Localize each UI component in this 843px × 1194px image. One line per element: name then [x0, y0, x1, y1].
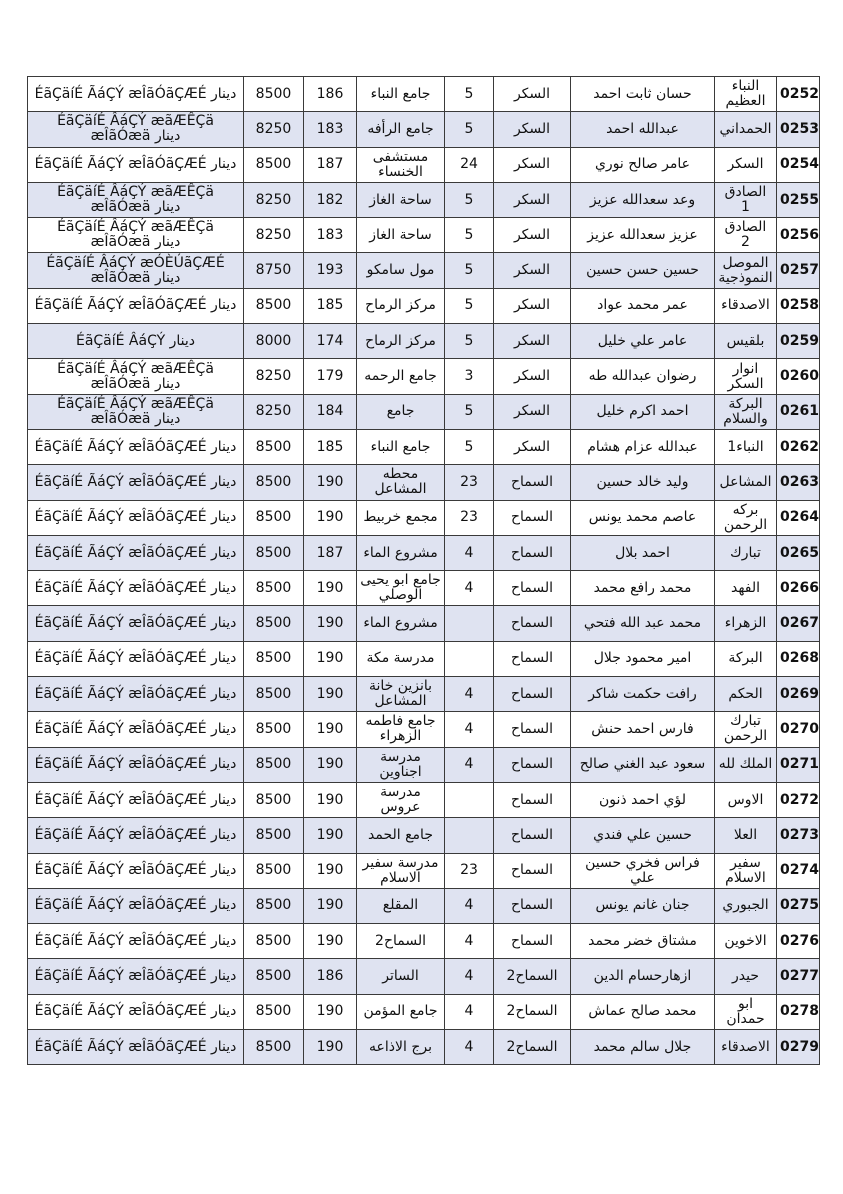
cell-note: ÉãÇäíÉ ÃáÇÝ æÎãÓãÇÆÉ دينار	[28, 571, 244, 606]
cell-station: الفهد	[715, 571, 777, 606]
cell-owner: فراس فخري حسين علي	[571, 853, 715, 888]
table-row	[28, 888, 820, 923]
cell-location: جامع النباء	[357, 77, 445, 112]
cell-owner: جلال سالم محمد	[571, 1030, 715, 1065]
cell-station: الملك لله	[715, 747, 777, 782]
cell-note: ÉãÇäíÉ ÃáÇÝ æÎãÓãÇÆÉ دينار	[28, 994, 244, 1029]
cell-location: السماح2	[357, 924, 445, 959]
cell-note: ÉãÇäíÉ ÃáÇÝ æÎãÓãÇÆÉ دينار	[28, 677, 244, 712]
cell-zone: 4	[445, 994, 494, 1029]
cell-count: 182	[304, 182, 357, 217]
cell-owner: عزيز سعدالله عزيز	[571, 218, 715, 253]
cell-amount: 8500	[244, 818, 304, 853]
cell-owner: ازهارحسام الدين	[571, 959, 715, 994]
cell-owner: رضوان عبدالله طه	[571, 359, 715, 394]
cell-note: ÉãÇäíÉ ÃáÇÝ æÎãÓãÇÆÉ دينار	[28, 77, 244, 112]
cell-station: الحمداني	[715, 112, 777, 147]
cell-owner: احمد اكرم خليل	[571, 394, 715, 429]
cell-owner: محمد عبد الله فتحي	[571, 606, 715, 641]
cell-code: 0252	[777, 77, 820, 112]
cell-amount: 8500	[244, 641, 304, 676]
table-row	[28, 394, 820, 429]
cell-count: 190	[304, 747, 357, 782]
cell-area: السماح	[494, 853, 571, 888]
cell-note: ÉãÇäíÉ ÂáÇÝ æÓÈÚãÇÆÉ æÎãÓæä دينار	[28, 253, 244, 288]
cell-station: انوار السكر	[715, 359, 777, 394]
cell-owner: حسان ثابت احمد	[571, 77, 715, 112]
cell-location: جامع فاطمه الزهراء	[357, 712, 445, 747]
cell-note: ÉãÇäíÉ ÃáÇÝ æÎãÓãÇÆÉ دينار	[28, 712, 244, 747]
distribution-table	[27, 76, 820, 1065]
cell-area: السماح2	[494, 1030, 571, 1065]
cell-count: 183	[304, 218, 357, 253]
cell-station: الاصدقاء	[715, 288, 777, 323]
cell-zone: 4	[445, 712, 494, 747]
cell-location: مول سامكو	[357, 253, 445, 288]
cell-location: مشروع الماء	[357, 535, 445, 570]
table-row	[28, 500, 820, 535]
cell-area: السماح	[494, 712, 571, 747]
cell-owner: احمد بلال	[571, 535, 715, 570]
cell-amount: 8500	[244, 535, 304, 570]
cell-area: السماح	[494, 535, 571, 570]
cell-area: السماح2	[494, 994, 571, 1029]
cell-station: بركه الرحمن	[715, 500, 777, 535]
cell-code: 0257	[777, 253, 820, 288]
cell-code: 0272	[777, 782, 820, 817]
cell-zone: 4	[445, 571, 494, 606]
cell-area: السكر	[494, 394, 571, 429]
cell-station: الصادق 2	[715, 218, 777, 253]
cell-location: الساتر	[357, 959, 445, 994]
cell-code: 0260	[777, 359, 820, 394]
cell-count: 190	[304, 818, 357, 853]
cell-area: السكر	[494, 429, 571, 464]
cell-location: مركز الرماح	[357, 324, 445, 359]
cell-note: ÉãÇäíÉ ÂáÇÝ æãÆÊÇä æÎãÓæä دينار	[28, 182, 244, 217]
cell-owner: حسين علي فندي	[571, 818, 715, 853]
cell-location: جامع الرأفه	[357, 112, 445, 147]
cell-note: ÉãÇäíÉ ÂáÇÝ æãÆÊÇä æÎãÓæä دينار	[28, 394, 244, 429]
cell-amount: 8500	[244, 712, 304, 747]
cell-amount: 8500	[244, 465, 304, 500]
cell-station: تبارك	[715, 535, 777, 570]
cell-zone	[445, 782, 494, 817]
cell-area: السماح	[494, 606, 571, 641]
cell-amount: 8500	[244, 147, 304, 182]
cell-zone: 4	[445, 924, 494, 959]
table-row	[28, 218, 820, 253]
cell-note: ÉãÇäíÉ ÂáÇÝ æãÆÊÇä æÎãÓæä دينار	[28, 359, 244, 394]
cell-zone: 5	[445, 429, 494, 464]
cell-area: السماح	[494, 888, 571, 923]
cell-owner: جنان غانم يونس	[571, 888, 715, 923]
cell-count: 190	[304, 782, 357, 817]
cell-amount: 8250	[244, 359, 304, 394]
cell-count: 179	[304, 359, 357, 394]
table-row	[28, 465, 820, 500]
cell-amount: 8500	[244, 606, 304, 641]
cell-note: ÉãÇäíÉ ÃáÇÝ æÎãÓãÇÆÉ دينار	[28, 147, 244, 182]
cell-owner: عاصم محمد يونس	[571, 500, 715, 535]
cell-station: السكر	[715, 147, 777, 182]
cell-location: برج الاذاعه	[357, 1030, 445, 1065]
cell-zone: 4	[445, 1030, 494, 1065]
cell-location: جامع الحمد	[357, 818, 445, 853]
cell-zone	[445, 818, 494, 853]
cell-location: بانزين خانة المشاعل	[357, 677, 445, 712]
cell-amount: 8500	[244, 959, 304, 994]
cell-area: السماح	[494, 782, 571, 817]
cell-count: 186	[304, 959, 357, 994]
cell-count: 184	[304, 394, 357, 429]
cell-amount: 8500	[244, 747, 304, 782]
cell-note: ÉãÇäíÉ ÃáÇÝ æÎãÓãÇÆÉ دينار	[28, 535, 244, 570]
cell-area: السماح	[494, 500, 571, 535]
cell-zone: 5	[445, 182, 494, 217]
cell-code: 0267	[777, 606, 820, 641]
table-row	[28, 535, 820, 570]
cell-station: الاصدقاء	[715, 1030, 777, 1065]
cell-code: 0266	[777, 571, 820, 606]
cell-note: ÉãÇäíÉ ÃáÇÝ æÎãÓãÇÆÉ دينار	[28, 924, 244, 959]
cell-station: ابو حمدان	[715, 994, 777, 1029]
cell-code: 0263	[777, 465, 820, 500]
cell-station: تبارك الرحمن	[715, 712, 777, 747]
cell-note: ÉãÇäíÉ ÃáÇÝ æÎãÓãÇÆÉ دينار	[28, 465, 244, 500]
cell-station: الجبوري	[715, 888, 777, 923]
cell-amount: 8500	[244, 500, 304, 535]
cell-area: السماح	[494, 924, 571, 959]
cell-area: السكر	[494, 253, 571, 288]
cell-owner: وعد سعدالله عزيز	[571, 182, 715, 217]
cell-zone: 23	[445, 853, 494, 888]
cell-area: السكر	[494, 77, 571, 112]
cell-code: 0279	[777, 1030, 820, 1065]
cell-count: 186	[304, 77, 357, 112]
table-row	[28, 253, 820, 288]
cell-station: المشاعل	[715, 465, 777, 500]
cell-location: ساحة الغاز	[357, 182, 445, 217]
cell-zone: 4	[445, 535, 494, 570]
table-row	[28, 994, 820, 1029]
cell-area: السكر	[494, 288, 571, 323]
cell-area: السماح	[494, 641, 571, 676]
table-body	[28, 77, 820, 1065]
cell-note: ÉãÇäíÉ ÂáÇÝ دينار	[28, 324, 244, 359]
cell-amount: 8500	[244, 994, 304, 1029]
cell-owner: محمد رافع محمد	[571, 571, 715, 606]
cell-code: 0275	[777, 888, 820, 923]
cell-code: 0261	[777, 394, 820, 429]
cell-station: العلا	[715, 818, 777, 853]
cell-amount: 8500	[244, 782, 304, 817]
cell-amount: 8500	[244, 77, 304, 112]
cell-zone: 23	[445, 500, 494, 535]
cell-location: مدرسة سفير الاسلام	[357, 853, 445, 888]
cell-station: النباء العظيم	[715, 77, 777, 112]
table-row	[28, 606, 820, 641]
cell-count: 190	[304, 712, 357, 747]
cell-zone	[445, 641, 494, 676]
cell-owner: محمد صالح عماش	[571, 994, 715, 1029]
cell-station: بلقيس	[715, 324, 777, 359]
cell-owner: عامر صالح نوري	[571, 147, 715, 182]
cell-location: مجمع خربيط	[357, 500, 445, 535]
table-row	[28, 747, 820, 782]
cell-amount: 8500	[244, 924, 304, 959]
cell-note: ÉãÇäíÉ ÃáÇÝ æÎãÓãÇÆÉ دينار	[28, 782, 244, 817]
cell-station: الزهراء	[715, 606, 777, 641]
cell-code: 0262	[777, 429, 820, 464]
table-row	[28, 959, 820, 994]
cell-location: محطه المشاعل	[357, 465, 445, 500]
cell-note: ÉãÇäíÉ ÃáÇÝ æÎãÓãÇÆÉ دينار	[28, 818, 244, 853]
cell-location: مدرسة مكة	[357, 641, 445, 676]
cell-count: 174	[304, 324, 357, 359]
cell-note: ÉãÇäíÉ ÃáÇÝ æÎãÓãÇÆÉ دينار	[28, 500, 244, 535]
cell-station: البركة	[715, 641, 777, 676]
cell-code: 0265	[777, 535, 820, 570]
cell-code: 0268	[777, 641, 820, 676]
table-row	[28, 818, 820, 853]
cell-location: مدرسة عروس	[357, 782, 445, 817]
cell-count: 190	[304, 641, 357, 676]
cell-zone: 5	[445, 288, 494, 323]
cell-code: 0278	[777, 994, 820, 1029]
table-row	[28, 147, 820, 182]
cell-amount: 8500	[244, 571, 304, 606]
cell-amount: 8500	[244, 288, 304, 323]
cell-count: 187	[304, 147, 357, 182]
cell-location: جامع النباء	[357, 429, 445, 464]
cell-zone: 23	[445, 465, 494, 500]
cell-code: 0270	[777, 712, 820, 747]
cell-zone: 24	[445, 147, 494, 182]
cell-amount: 8500	[244, 888, 304, 923]
cell-amount: 8250	[244, 182, 304, 217]
cell-area: السكر	[494, 324, 571, 359]
cell-amount: 8500	[244, 429, 304, 464]
cell-note: ÉãÇäíÉ ÂáÇÝ æãÆÊÇä æÎãÓæä دينار	[28, 112, 244, 147]
cell-note: ÉãÇäíÉ ÃáÇÝ æÎãÓãÇÆÉ دينار	[28, 641, 244, 676]
cell-count: 185	[304, 429, 357, 464]
cell-zone: 4	[445, 747, 494, 782]
cell-zone: 4	[445, 959, 494, 994]
table-row	[28, 853, 820, 888]
cell-code: 0264	[777, 500, 820, 535]
cell-area: السماح2	[494, 959, 571, 994]
cell-station: الاخوين	[715, 924, 777, 959]
cell-station: الصادق 1	[715, 182, 777, 217]
cell-owner: عبدالله عزام هشام	[571, 429, 715, 464]
cell-area: السكر	[494, 218, 571, 253]
cell-count: 193	[304, 253, 357, 288]
cell-amount: 8250	[244, 218, 304, 253]
cell-code: 0255	[777, 182, 820, 217]
cell-note: ÉãÇäíÉ ÃáÇÝ æÎãÓãÇÆÉ دينار	[28, 606, 244, 641]
cell-zone: 5	[445, 394, 494, 429]
cell-owner: حسين حسن حسين	[571, 253, 715, 288]
table-row	[28, 571, 820, 606]
cell-code: 0271	[777, 747, 820, 782]
cell-location: جامع المؤمن	[357, 994, 445, 1029]
cell-area: السكر	[494, 147, 571, 182]
table-row	[28, 112, 820, 147]
cell-count: 190	[304, 853, 357, 888]
cell-location: المقلع	[357, 888, 445, 923]
cell-zone: 4	[445, 677, 494, 712]
table-row	[28, 429, 820, 464]
table-row	[28, 324, 820, 359]
cell-count: 190	[304, 677, 357, 712]
cell-station: حيدر	[715, 959, 777, 994]
cell-owner: مشتاق خضر محمد	[571, 924, 715, 959]
table-row	[28, 359, 820, 394]
cell-count: 183	[304, 112, 357, 147]
cell-amount: 8500	[244, 1030, 304, 1065]
cell-count: 190	[304, 994, 357, 1029]
cell-location: جامع	[357, 394, 445, 429]
cell-station: الموصل النموذجية	[715, 253, 777, 288]
cell-area: السماح	[494, 677, 571, 712]
cell-note: ÉãÇäíÉ ÃáÇÝ æÎãÓãÇÆÉ دينار	[28, 853, 244, 888]
cell-owner: لؤي احمد ذنون	[571, 782, 715, 817]
cell-owner: وليد خالد حسين	[571, 465, 715, 500]
table-row	[28, 782, 820, 817]
cell-zone: 5	[445, 77, 494, 112]
cell-note: ÉãÇäíÉ ÂáÇÝ æãÆÊÇä æÎãÓæä دينار	[28, 218, 244, 253]
cell-amount: 8000	[244, 324, 304, 359]
table-row	[28, 677, 820, 712]
cell-owner: فارس احمد حنش	[571, 712, 715, 747]
cell-count: 187	[304, 535, 357, 570]
cell-area: السماح	[494, 818, 571, 853]
cell-code: 0254	[777, 147, 820, 182]
cell-code: 0274	[777, 853, 820, 888]
cell-code: 0269	[777, 677, 820, 712]
cell-location: مركز الرماح	[357, 288, 445, 323]
cell-count: 190	[304, 465, 357, 500]
cell-note: ÉãÇäíÉ ÃáÇÝ æÎãÓãÇÆÉ دينار	[28, 1030, 244, 1065]
cell-zone: 5	[445, 324, 494, 359]
cell-zone: 3	[445, 359, 494, 394]
cell-owner: عامر علي خليل	[571, 324, 715, 359]
cell-owner: عمر محمد عواد	[571, 288, 715, 323]
cell-location: مشروع الماء	[357, 606, 445, 641]
cell-code: 0273	[777, 818, 820, 853]
cell-amount: 8250	[244, 394, 304, 429]
table-row	[28, 712, 820, 747]
cell-note: ÉãÇäíÉ ÃáÇÝ æÎãÓãÇÆÉ دينار	[28, 747, 244, 782]
cell-note: ÉãÇäíÉ ÃáÇÝ æÎãÓãÇÆÉ دينار	[28, 288, 244, 323]
table-row	[28, 1030, 820, 1065]
cell-code: 0253	[777, 112, 820, 147]
cell-owner: سعود عبد الغني صالح	[571, 747, 715, 782]
cell-amount: 8250	[244, 112, 304, 147]
cell-zone: 5	[445, 112, 494, 147]
cell-owner: امير محمود جلال	[571, 641, 715, 676]
cell-station: البركة والسلام	[715, 394, 777, 429]
cell-note: ÉãÇäíÉ ÃáÇÝ æÎãÓãÇÆÉ دينار	[28, 959, 244, 994]
cell-location: جامع الرحمه	[357, 359, 445, 394]
table-row	[28, 641, 820, 676]
cell-station: سفير الاسلام	[715, 853, 777, 888]
cell-area: السكر	[494, 112, 571, 147]
cell-count: 190	[304, 606, 357, 641]
cell-code: 0256	[777, 218, 820, 253]
cell-location: جامع ابو يحيى الوصلي	[357, 571, 445, 606]
cell-code: 0259	[777, 324, 820, 359]
cell-count: 190	[304, 500, 357, 535]
table-row	[28, 77, 820, 112]
cell-area: السكر	[494, 359, 571, 394]
cell-zone: 4	[445, 888, 494, 923]
cell-note: ÉãÇäíÉ ÃáÇÝ æÎãÓãÇÆÉ دينار	[28, 429, 244, 464]
cell-owner: رافت حكمت شاكر	[571, 677, 715, 712]
cell-code: 0276	[777, 924, 820, 959]
cell-count: 190	[304, 924, 357, 959]
cell-code: 0277	[777, 959, 820, 994]
table-row	[28, 288, 820, 323]
cell-count: 190	[304, 1030, 357, 1065]
cell-area: السماح	[494, 747, 571, 782]
cell-code: 0258	[777, 288, 820, 323]
table-row	[28, 182, 820, 217]
cell-amount: 8500	[244, 677, 304, 712]
cell-amount: 8750	[244, 253, 304, 288]
cell-location: مدرسة اجناوين	[357, 747, 445, 782]
cell-station: الاوس	[715, 782, 777, 817]
cell-station: الحكم	[715, 677, 777, 712]
cell-count: 190	[304, 571, 357, 606]
cell-location: ساحة الغاز	[357, 218, 445, 253]
cell-area: السكر	[494, 182, 571, 217]
table-row	[28, 924, 820, 959]
cell-station: النباء1	[715, 429, 777, 464]
cell-owner: عبدالله احمد	[571, 112, 715, 147]
cell-zone	[445, 606, 494, 641]
cell-area: السماح	[494, 465, 571, 500]
cell-count: 190	[304, 888, 357, 923]
cell-note: ÉãÇäíÉ ÃáÇÝ æÎãÓãÇÆÉ دينار	[28, 888, 244, 923]
cell-count: 185	[304, 288, 357, 323]
cell-zone: 5	[445, 218, 494, 253]
cell-amount: 8500	[244, 853, 304, 888]
cell-location: مستشفى الخنساء	[357, 147, 445, 182]
cell-zone: 5	[445, 253, 494, 288]
cell-area: السماح	[494, 571, 571, 606]
